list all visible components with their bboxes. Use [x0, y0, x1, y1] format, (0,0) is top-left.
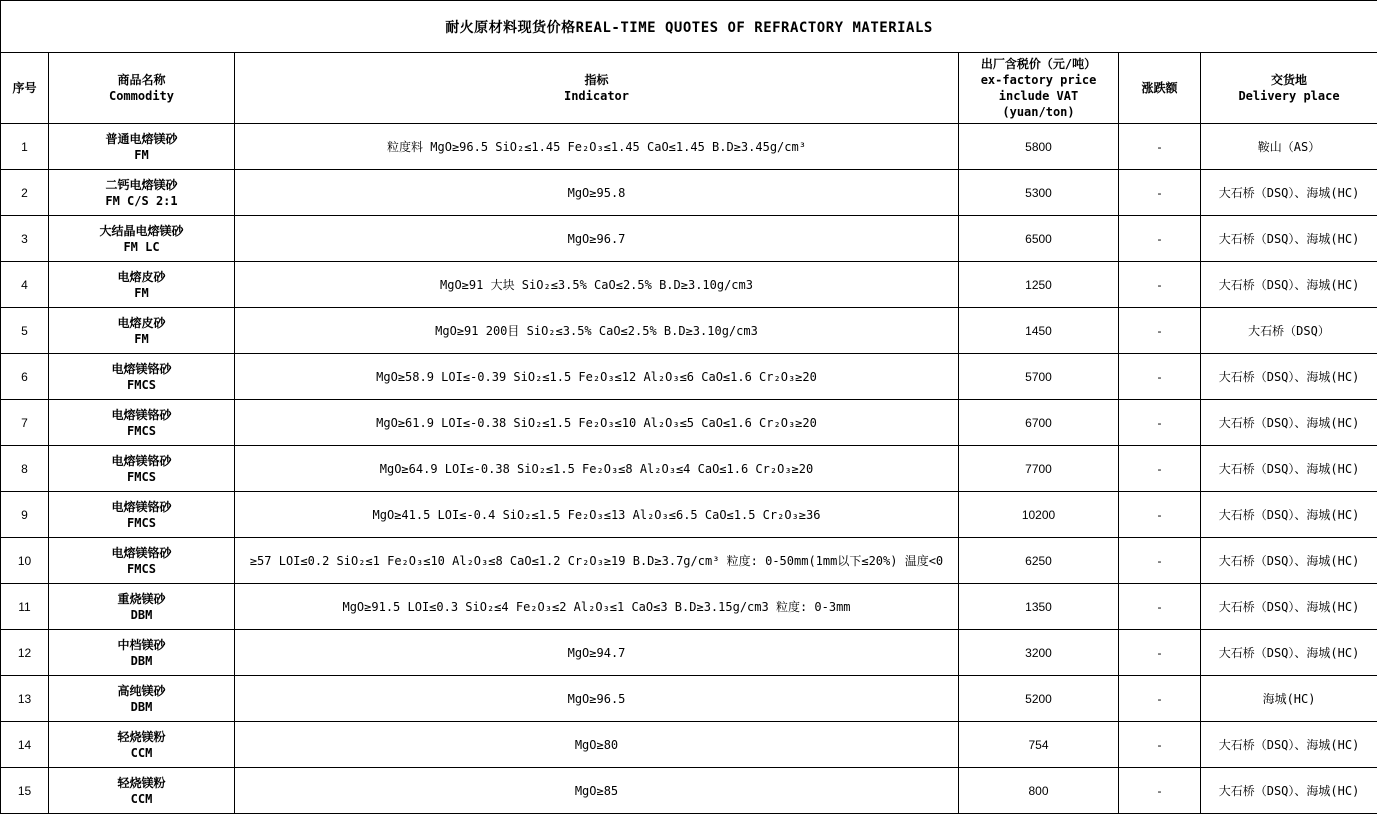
- header-price-en1: ex-factory price: [980, 73, 1097, 87]
- delivery-cell: 大石桥（DSQ）、海城(HC): [1201, 630, 1377, 676]
- indicator-cell: MgO≥96.7: [235, 216, 959, 262]
- row-number: 3: [1, 216, 49, 262]
- commodity-name-en: FM: [134, 147, 149, 162]
- price-cell: 6500: [959, 216, 1119, 262]
- change-cell: -: [1119, 400, 1201, 446]
- row-number: 2: [1, 170, 49, 216]
- commodity-cell: [49, 630, 235, 676]
- delivery-cell: 大石桥（DSQ）、海城(HC): [1201, 722, 1377, 768]
- indicator-cell: MgO≥80: [235, 722, 959, 768]
- delivery-cell: 鞍山（AS）: [1201, 124, 1377, 170]
- change-cell: -: [1119, 538, 1201, 584]
- change-cell: -: [1119, 124, 1201, 170]
- commodity-name-cn: 电熔镁铬砂: [111, 407, 172, 422]
- commodity-cell: [49, 170, 235, 216]
- header-row: [1, 53, 1377, 124]
- change-cell: -: [1119, 308, 1201, 354]
- change-cell: -: [1119, 768, 1201, 814]
- header-delivery-cn: 交货地: [1271, 73, 1308, 87]
- price-cell: 1350: [959, 584, 1119, 630]
- delivery-cell: 大石桥（DSQ）、海城(HC): [1201, 584, 1377, 630]
- indicator-cell: MgO≥91 200目 SiO₂≤3.5% CaO≤2.5% B.D≥3.10g/cm3: [235, 308, 959, 354]
- commodity-name-en: FMCS: [127, 515, 156, 530]
- commodity-cell: [49, 538, 235, 584]
- header-price-cn: 出厂含税价（元/吨）: [980, 57, 1097, 71]
- row-number: 14: [1, 722, 49, 768]
- price-cell: 5700: [959, 354, 1119, 400]
- change-cell: -: [1119, 584, 1201, 630]
- row-number: 4: [1, 262, 49, 308]
- table-row: [1, 124, 1377, 170]
- row-number: 7: [1, 400, 49, 446]
- commodity-cell: [49, 400, 235, 446]
- commodity-name-cn: 电熔镁铬砂: [111, 453, 172, 468]
- commodity-name-en: FM C/S 2:1: [105, 193, 178, 208]
- commodity-name-en: DBM: [130, 607, 153, 622]
- header-price-en2: include VAT: [998, 89, 1079, 103]
- commodity-name-cn: 中档镁砂: [117, 637, 166, 652]
- commodity-name-cn: 电熔镁铬砂: [111, 545, 172, 560]
- commodity-name-cn: 电熔皮砂: [117, 315, 166, 330]
- commodity-cell: [49, 308, 235, 354]
- header-price: [959, 53, 1119, 124]
- commodity-name-cn: 重烧镁砂: [117, 591, 166, 606]
- commodity-name-en: CCM: [130, 791, 153, 806]
- commodity-name-en: FM: [134, 285, 149, 300]
- table-row: [1, 722, 1377, 768]
- header-indicator-cn: 指标: [584, 73, 609, 87]
- table-row: [1, 446, 1377, 492]
- delivery-cell: 大石桥（DSQ）、海城(HC): [1201, 446, 1377, 492]
- commodity-name-en: DBM: [130, 699, 153, 714]
- commodity-name-cn: 高纯镁砂: [117, 683, 166, 698]
- delivery-cell: 大石桥（DSQ）、海城(HC): [1201, 354, 1377, 400]
- change-cell: -: [1119, 446, 1201, 492]
- commodity-name-en: FMCS: [127, 469, 156, 484]
- change-cell: -: [1119, 722, 1201, 768]
- commodity-cell: [49, 768, 235, 814]
- indicator-cell: ≥57 LOI≤0.2 SiO₂≤1 Fe₂O₃≤10 Al₂O₃≤8 CaO≤1.2 Cr₂O₃≥19 B.D≥3.7g/cm³ 粒度: 0-50mm(1mm以下≤20%) 温度<0: [235, 538, 959, 584]
- indicator-cell: MgO≥58.9 LOI≤-0.39 SiO₂≤1.5 Fe₂O₃≤12 Al₂O₃≤6 CaO≤1.6 Cr₂O₃≥20: [235, 354, 959, 400]
- table-body: [1, 124, 1377, 814]
- commodity-name-cn: 普通电熔镁砂: [105, 131, 178, 146]
- change-cell: -: [1119, 676, 1201, 722]
- commodity-name-cn: 电熔镁铬砂: [111, 361, 172, 376]
- commodity-cell: [49, 492, 235, 538]
- delivery-cell: 大石桥（DSQ）、海城(HC): [1201, 768, 1377, 814]
- header-indicator-en: Indicator: [563, 89, 630, 103]
- indicator-cell: MgO≥41.5 LOI≤-0.4 SiO₂≤1.5 Fe₂O₃≤13 Al₂O₃≤6.5 CaO≤1.5 Cr₂O₃≥36: [235, 492, 959, 538]
- commodity-cell: [49, 722, 235, 768]
- table-row: [1, 170, 1377, 216]
- commodity-name-en: CCM: [130, 745, 153, 760]
- price-cell: 3200: [959, 630, 1119, 676]
- price-cell: 6700: [959, 400, 1119, 446]
- header-indicator: [235, 53, 959, 124]
- indicator-cell: MgO≥94.7: [235, 630, 959, 676]
- price-cell: 7700: [959, 446, 1119, 492]
- price-cell: 5200: [959, 676, 1119, 722]
- row-number: 10: [1, 538, 49, 584]
- table-row: [1, 354, 1377, 400]
- row-number: 6: [1, 354, 49, 400]
- change-cell: -: [1119, 354, 1201, 400]
- change-cell: -: [1119, 170, 1201, 216]
- commodity-name-cn: 轻烧镁粉: [117, 775, 166, 790]
- commodity-cell: [49, 446, 235, 492]
- price-cell: 1450: [959, 308, 1119, 354]
- delivery-cell: 大石桥（DSQ）、海城(HC): [1201, 216, 1377, 262]
- row-number: 9: [1, 492, 49, 538]
- commodity-name-en: FMCS: [127, 377, 156, 392]
- indicator-cell: MgO≥96.5: [235, 676, 959, 722]
- row-number: 15: [1, 768, 49, 814]
- price-cell: 6250: [959, 538, 1119, 584]
- delivery-cell: 大石桥（DSQ）、海城(HC): [1201, 170, 1377, 216]
- change-cell: -: [1119, 216, 1201, 262]
- row-number: 12: [1, 630, 49, 676]
- row-number: 13: [1, 676, 49, 722]
- price-cell: 800: [959, 768, 1119, 814]
- delivery-cell: 大石桥（DSQ）、海城(HC): [1201, 400, 1377, 446]
- table-row: [1, 538, 1377, 584]
- commodity-name-cn: 电熔皮砂: [117, 269, 166, 284]
- row-number: 5: [1, 308, 49, 354]
- delivery-cell: 大石桥（DSQ）: [1201, 308, 1377, 354]
- delivery-cell: 大石桥（DSQ）、海城(HC): [1201, 262, 1377, 308]
- header-commodity: [49, 53, 235, 124]
- commodity-name-en: FM LC: [123, 239, 160, 254]
- indicator-cell: MgO≥61.9 LOI≤-0.38 SiO₂≤1.5 Fe₂O₃≤10 Al₂O₃≤5 CaO≤1.6 Cr₂O₃≥20: [235, 400, 959, 446]
- commodity-cell: [49, 584, 235, 630]
- table-row: [1, 768, 1377, 814]
- commodity-name-cn: 二钙电熔镁砂: [105, 177, 178, 192]
- indicator-cell: MgO≥91 大块 SiO₂≤3.5% CaO≤2.5% B.D≥3.10g/cm3: [235, 262, 959, 308]
- indicator-cell: MgO≥95.8: [235, 170, 959, 216]
- change-cell: -: [1119, 262, 1201, 308]
- header-commodity-cn: 商品名称: [117, 73, 166, 87]
- row-number: 11: [1, 584, 49, 630]
- commodity-name-en: FMCS: [127, 423, 156, 438]
- commodity-name-cn: 轻烧镁粉: [117, 729, 166, 744]
- header-delivery: [1201, 53, 1377, 124]
- commodity-name-en: DBM: [130, 653, 153, 668]
- change-cell: -: [1119, 630, 1201, 676]
- indicator-cell: MgO≥64.9 LOI≤-0.38 SiO₂≤1.5 Fe₂O₃≤8 Al₂O₃≤4 CaO≤1.6 Cr₂O₃≥20: [235, 446, 959, 492]
- delivery-cell: 大石桥（DSQ）、海城(HC): [1201, 538, 1377, 584]
- header-price-en3: (yuan/ton): [1002, 105, 1075, 119]
- table-row: [1, 676, 1377, 722]
- commodity-cell: [49, 354, 235, 400]
- commodity-name-en: FMCS: [127, 561, 156, 576]
- indicator-cell: MgO≥85: [235, 768, 959, 814]
- commodity-cell: [49, 676, 235, 722]
- table-row: [1, 400, 1377, 446]
- commodity-name-en: FM: [134, 331, 149, 346]
- table-row: [1, 584, 1377, 630]
- commodity-name-cn: 大结晶电熔镁砂: [99, 223, 184, 238]
- price-cell: 754: [959, 722, 1119, 768]
- indicator-cell: MgO≥91.5 LOI≤0.3 SiO₂≤4 Fe₂O₃≤2 Al₂O₃≤1 CaO≤3 B.D≥3.15g/cm3 粒度: 0-3mm: [235, 584, 959, 630]
- change-cell: -: [1119, 492, 1201, 538]
- header-commodity-en: Commodity: [108, 89, 175, 103]
- commodity-cell: [49, 124, 235, 170]
- table-row: [1, 216, 1377, 262]
- price-cell: 10200: [959, 492, 1119, 538]
- table-row: [1, 492, 1377, 538]
- price-cell: 5800: [959, 124, 1119, 170]
- row-number: 8: [1, 446, 49, 492]
- commodity-cell: [49, 262, 235, 308]
- table-title: 耐火原材料现货价格REAL-TIME QUOTES OF REFRACTORY MATERIALS: [1, 1, 1377, 53]
- commodity-cell: [49, 216, 235, 262]
- delivery-cell: 大石桥（DSQ）、海城(HC): [1201, 492, 1377, 538]
- row-number: 1: [1, 124, 49, 170]
- table-row: [1, 308, 1377, 354]
- commodity-name-cn: 电熔镁铬砂: [111, 499, 172, 514]
- indicator-cell: 粒度料 MgO≥96.5 SiO₂≤1.45 Fe₂O₃≤1.45 CaO≤1.45 B.D≥3.45g/cm³: [235, 124, 959, 170]
- table-row: [1, 262, 1377, 308]
- header-index: 序号: [1, 53, 49, 124]
- table-row: [1, 630, 1377, 676]
- header-delivery-en: Delivery place: [1238, 89, 1340, 103]
- price-cell: 1250: [959, 262, 1119, 308]
- price-cell: 5300: [959, 170, 1119, 216]
- delivery-cell: 海城(HC): [1201, 676, 1377, 722]
- header-change: 涨跌额: [1119, 53, 1201, 124]
